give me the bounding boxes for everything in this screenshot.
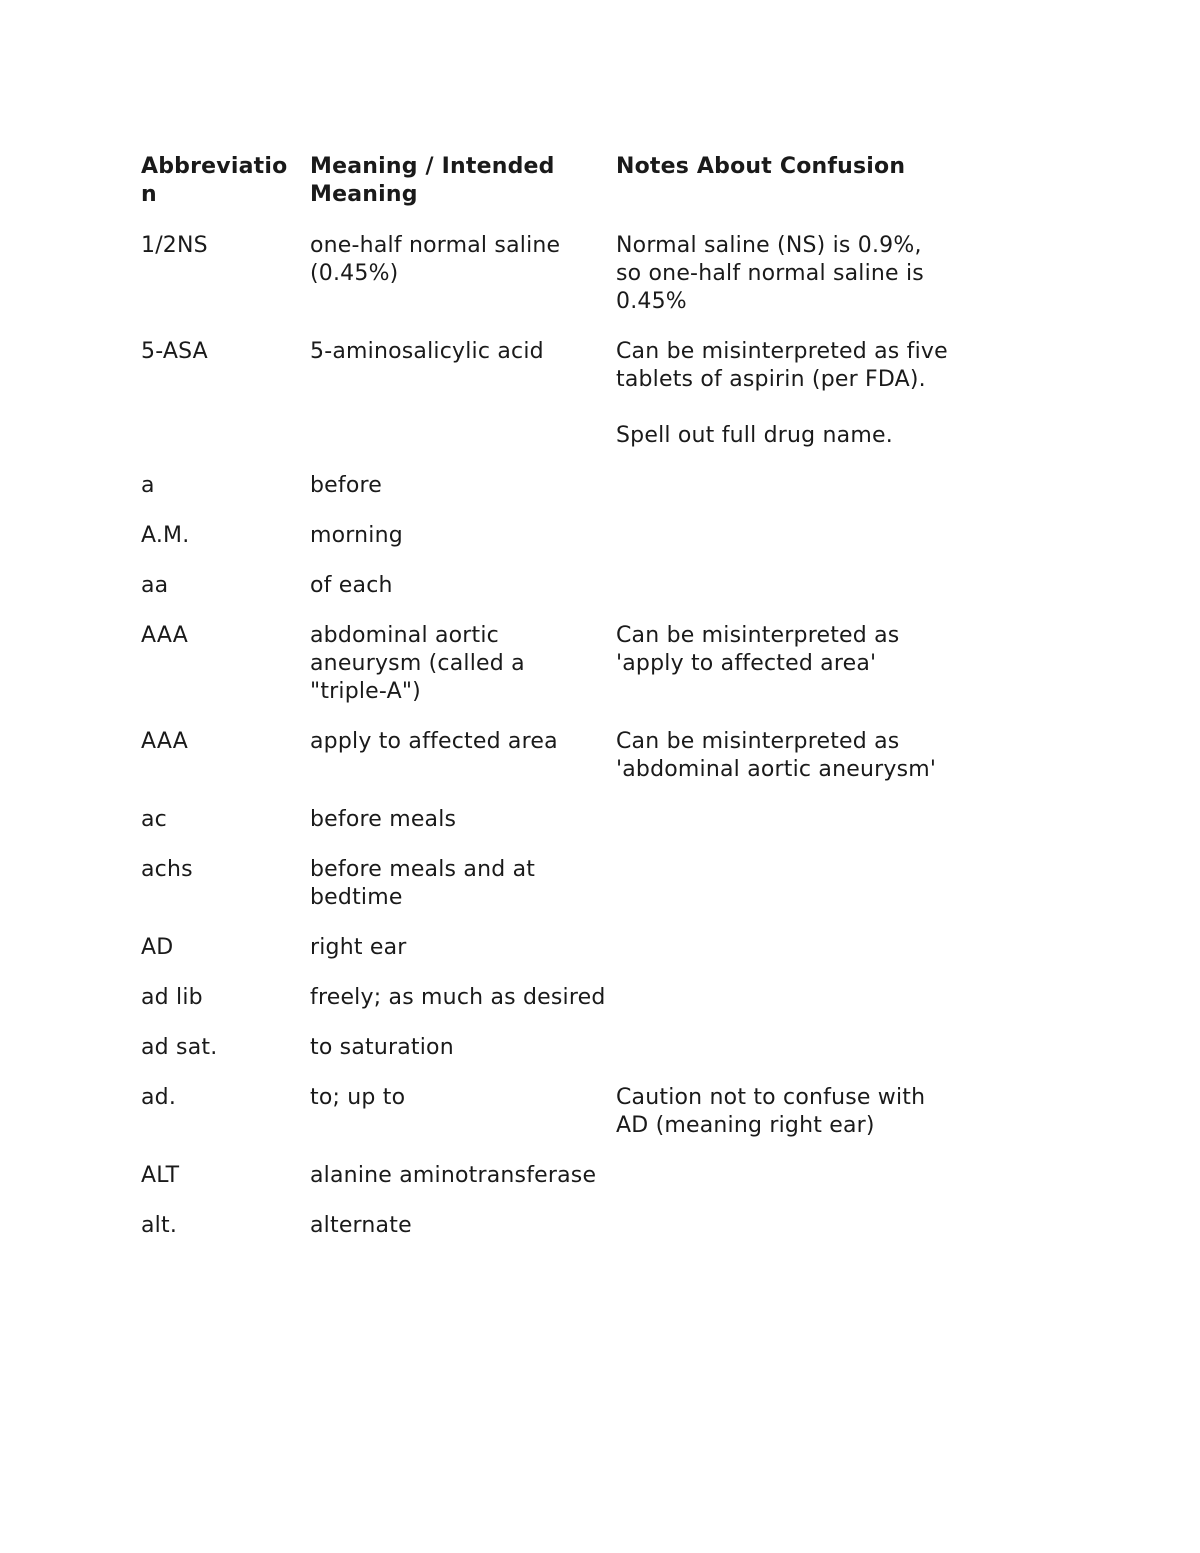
cell-meaning: alternate [310, 1213, 412, 1238]
cell-meaning: 5-aminosalicylic acid [310, 339, 544, 364]
table-row [141, 1034, 961, 1084]
cell-abbreviation: ad lib [141, 985, 203, 1010]
note-paragraph: Spell out full drug name. [616, 423, 893, 448]
table-row [141, 806, 961, 856]
cell-abbreviation: AAA [141, 623, 188, 648]
cell-abbreviation: AD [141, 935, 174, 960]
table-header-row [141, 153, 961, 232]
cell-meaning: apply to affected area [310, 729, 558, 754]
cell-abbreviation: ac [141, 807, 167, 832]
cell-notes [616, 472, 961, 522]
cell-meaning: before meals and at bedtime [310, 857, 536, 910]
cell-meaning: alanine aminotransferase [310, 1163, 597, 1188]
cell-notes [616, 1034, 961, 1084]
table-row [141, 856, 961, 934]
cell-notes [616, 338, 961, 472]
cell-notes [616, 1162, 961, 1212]
header-abbreviation: Abbreviation [141, 154, 288, 207]
table-row [141, 984, 961, 1034]
cell-abbreviation: aa [141, 573, 169, 598]
cell-abbreviation: ALT [141, 1163, 180, 1188]
table-row [141, 622, 961, 728]
header-meaning: Meaning / Intended Meaning [310, 154, 555, 207]
note-paragraph: Can be misinterpreted as five tablets of aspirin (per FDA). [616, 339, 948, 392]
table-row [141, 1162, 961, 1212]
cell-notes [616, 856, 961, 934]
cell-meaning: morning [310, 523, 403, 548]
table-row [141, 1212, 961, 1262]
cell-meaning: of each [310, 573, 393, 598]
table-row [141, 1084, 961, 1162]
note-paragraph: Can be misinterpreted as 'apply to affected area' [616, 623, 900, 676]
cell-meaning: one-half normal saline (0.45%) [310, 233, 561, 286]
table-body [141, 232, 961, 1262]
cell-notes [616, 522, 961, 572]
table-row [141, 572, 961, 622]
cell-meaning: freely; as much as desired [310, 985, 606, 1010]
cell-notes [616, 806, 961, 856]
note-paragraph: Normal saline (NS) is 0.9%, so one-half normal saline is 0.45% [616, 233, 924, 314]
cell-notes [616, 728, 961, 806]
cell-meaning: to saturation [310, 1035, 454, 1060]
cell-abbreviation: A.M. [141, 523, 190, 548]
header-notes: Notes About Confusion [616, 154, 906, 179]
cell-abbreviation: 5-ASA [141, 339, 208, 364]
cell-meaning: abdominal aortic aneurysm (called a "triple-A") [310, 623, 525, 704]
table-row [141, 522, 961, 572]
note-paragraph: Can be misinterpreted as 'abdominal aortic aneurysm' [616, 729, 937, 782]
cell-abbreviation: achs [141, 857, 193, 882]
cell-meaning: to; up to [310, 1085, 406, 1110]
abbreviation-table [141, 153, 961, 1262]
cell-abbreviation: AAA [141, 729, 188, 754]
table-row [141, 472, 961, 522]
cell-notes [616, 622, 961, 728]
cell-meaning: before [310, 473, 383, 498]
cell-meaning: before meals [310, 807, 457, 832]
cell-abbreviation: a [141, 473, 155, 498]
cell-notes [616, 1084, 961, 1162]
cell-abbreviation: ad sat. [141, 1035, 218, 1060]
table-row [141, 232, 961, 338]
table-row [141, 338, 961, 472]
note-paragraph: Caution not to confuse with AD (meaning right ear) [616, 1085, 926, 1138]
table-row [141, 728, 961, 806]
cell-notes [616, 572, 961, 622]
cell-abbreviation: alt. [141, 1213, 178, 1238]
table-row [141, 934, 961, 984]
cell-abbreviation: ad. [141, 1085, 177, 1110]
cell-notes [616, 984, 961, 1034]
cell-notes [616, 1212, 961, 1262]
cell-notes [616, 232, 961, 338]
cell-meaning: right ear [310, 935, 407, 960]
cell-notes [616, 934, 961, 984]
cell-abbreviation: 1/2NS [141, 233, 208, 258]
